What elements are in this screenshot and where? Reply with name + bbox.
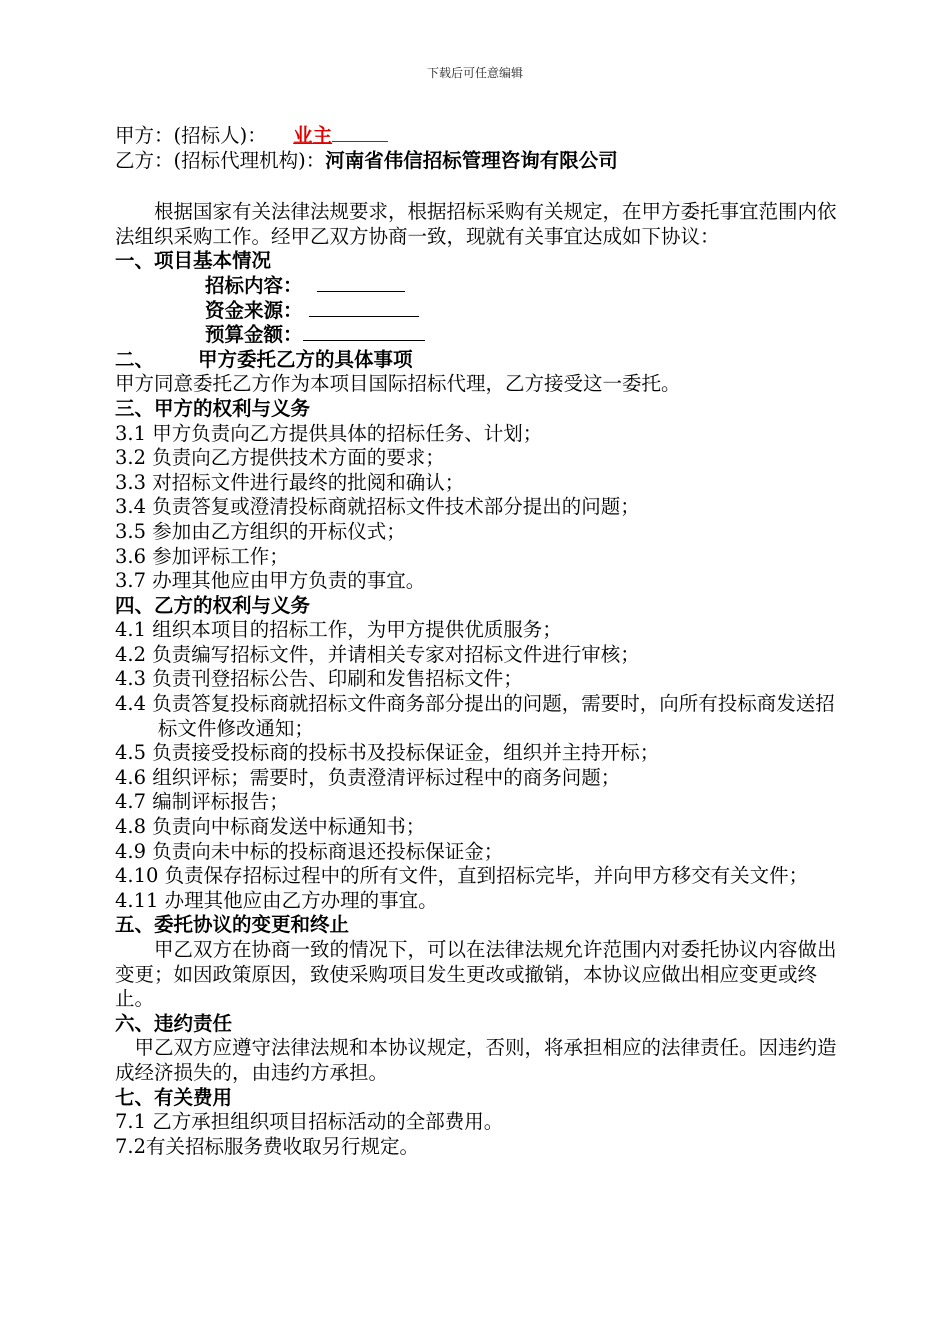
list-item: 4.1 组织本项目的招标工作，为甲方提供优质服务； [115, 618, 562, 642]
field-fund-source [115, 299, 845, 324]
section2-heading: 甲方委托乙方的具体事项 [198, 347, 413, 371]
section5-title: 五、委托协议的变更和终止 [115, 913, 350, 937]
field-bid-content-label: 招标内容： [205, 273, 303, 297]
section5-text: 甲乙双方在协商一致的情况下，可以在法律法规允许范围内对委托协议内容做出变更；如因政策原因，致使采购项目发生更改或撤销，本协议应做出相应变更或终止。 [115, 938, 837, 1011]
section1-title: 一、项目基本情况 [115, 249, 272, 273]
list-item: 7.2有关招标服务费收取另行规定。 [115, 1134, 420, 1158]
intro-paragraph: 根据国家有关法律法规要求，根据招标采购有关规定，在甲方委托事宜范围内依法组织采购工作。经甲乙双方协商一致，现就有关事宜达成如下协议： [115, 200, 837, 248]
list-item: 3.7 办理其他应由甲方负责的事宜。 [115, 569, 426, 593]
list-item: 4.11 办理其他应由乙方办理的事宜。 [115, 888, 438, 912]
download-note: 下载后可任意编辑 [426, 66, 523, 80]
section2-text: 甲方同意委托乙方作为本项目国际招标代理，乙方接受这一委托。 [115, 372, 681, 396]
list-item: 4.5 负责接受投标商的投标书及投标保证金，组织并主持开标； [115, 741, 660, 765]
section4-title: 四、乙方的权利与义务 [115, 593, 311, 617]
list-item: 4.4 负责答复投标商就招标文件商务部分提出的问题，需要时，向所有投标商发送招标文件修改通知； [115, 692, 835, 740]
list-item: 4.7 编制评标报告； [115, 790, 289, 814]
list-item: 4.6 组织评标；需要时，负责澄清评标过程中的商务问题； [115, 765, 621, 789]
section2-number: 二、 [115, 347, 155, 371]
list-item: 4.10 负责保存招标过程中的所有文件，直到招标完毕，并向甲方移交有关文件； [115, 864, 809, 888]
party-a-line [115, 123, 845, 149]
party-a-label: 甲方：(招标人)： [115, 124, 267, 147]
spacer [115, 173, 845, 197]
section6-text: 甲乙双方应遵守法律法规和本协议规定，否则，将承担相应的法律责任。因违约造成经济损失的，由违约方承担。 [115, 1036, 837, 1084]
section2-title [115, 348, 845, 373]
field-bid-content-blank [317, 275, 405, 292]
field-fund-source-label: 资金来源： [205, 298, 303, 322]
list-item: 4.2 负责编写招标文件，并请相关专家对招标文件进行审核； [115, 642, 640, 666]
field-bid-content [115, 274, 845, 299]
list-item: 3.5 参加由乙方组织的开标仪式； [115, 519, 406, 543]
party-b-value: 河南省伟信招标管理咨询有限公司 [325, 148, 618, 172]
party-a-value: 业主 [293, 124, 333, 147]
list-item: 3.3 对招标文件进行最终的批阅和确认； [115, 470, 465, 494]
list-item: 4.8 负责向中标商发送中标通知书； [115, 815, 426, 839]
section6-title: 六、违约责任 [115, 1011, 233, 1035]
party-a-blank [332, 123, 388, 142]
list-item: 3.4 负责答复或澄清投标商就招标文件技术部分提出的问题； [115, 495, 640, 519]
field-budget-label: 预算金额： [205, 323, 303, 347]
list-item: 7.1 乙方承担组织项目招标活动的全部费用。 [115, 1110, 504, 1134]
agreement-body [115, 123, 845, 1159]
list-item: 3.6 参加评标工作； [115, 544, 289, 568]
party-b-label: 乙方：(招标代理机构)： [115, 148, 326, 172]
list-item: 3.1 甲方负责向乙方提供具体的招标任务、计划； [115, 421, 543, 445]
list-item: 4.9 负责向未中标的投标商退还投标保证金； [115, 839, 504, 863]
field-budget-blank [303, 324, 425, 341]
list-item: 3.2 负责向乙方提供技术方面的要求； [115, 446, 445, 470]
field-budget [115, 323, 845, 348]
party-b-line [115, 149, 845, 174]
field-fund-source-blank [309, 300, 419, 317]
list-item: 4.3 负责刊登招标公告、印刷和发售招标文件； [115, 667, 523, 691]
section7-title: 七、有关费用 [115, 1085, 233, 1109]
section3-title: 三、甲方的权利与义务 [115, 396, 311, 420]
